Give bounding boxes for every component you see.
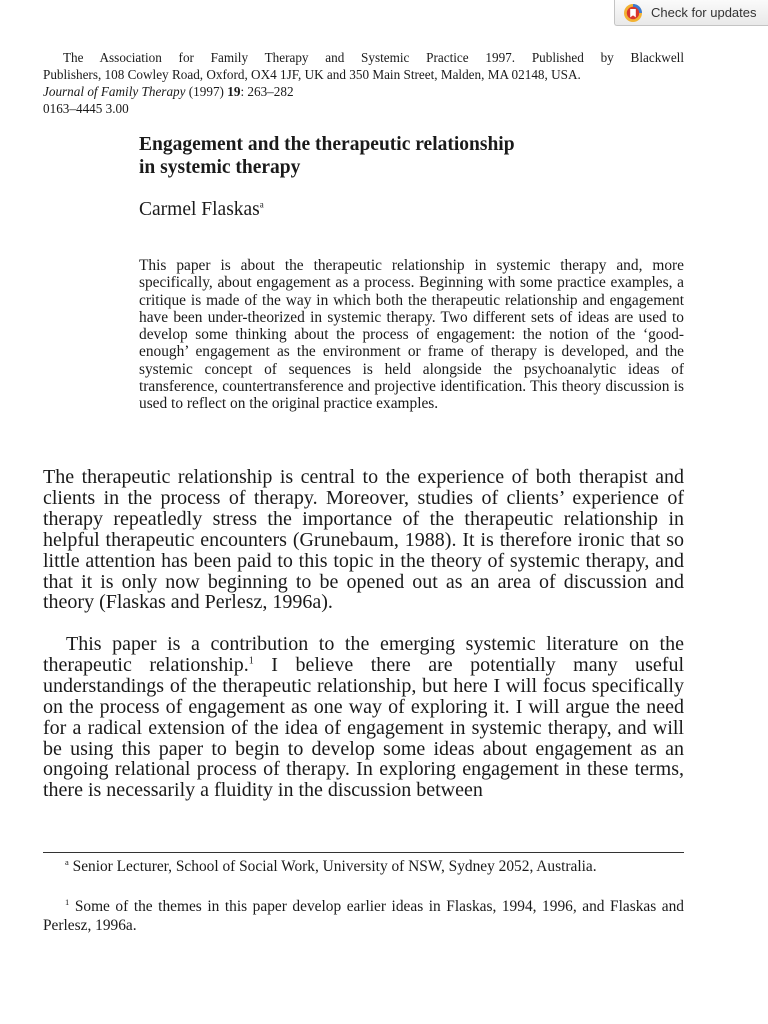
abstract: This paper is about the therapeutic relationship in systemic therapy and, more specifically, about engagement as a process. Beginning with some practice examples, a critique is made of the way in which both the therapeutic relationship and engagement have been under-theorized in systemic therapy. Two different sets of ideas are used to develop some thinking about the process of engagement: the notion of the ‘good-enough’ engagement as the environment or frame of therapy is developed, and the systemic concept of sequences is held alongside the psychoanalytic ideas of transference, countertransference and projective identification. This theory discussion is used to reflect on the original practice examples. — [139, 257, 684, 413]
footnote-1-mark: 1 — [65, 896, 70, 907]
footnote-1 — [43, 898, 684, 935]
issn-code: 0163–4445 3.00 — [43, 101, 129, 116]
journal-volume: 19 — [227, 84, 241, 99]
copyright-line: The Association for Family Therapy and Systemic Practice 1997. Published by Blackwell — [63, 50, 684, 65]
body-paragraph-2-rest: I believe there are potentially many useful understandings of the therapeutic relationship, but here I will focus specifically on the process of engagement as one way of exploring it. I will argue the need for a radical extension of the idea of engagement in systemic therapy, and will be using this paper to begin to develop some ideas about engagement as an ongoing relational process of therapy. In exploring engagement in these terms, there is necessarily a fluidity in the discussion between — [43, 653, 684, 802]
footnote-divider — [43, 852, 684, 853]
crossmark-icon — [623, 3, 643, 23]
body-paragraph-2-start: This paper is a contribution to the emerging systemic literature on the therapeutic relationship. — [43, 633, 684, 676]
title-line-2: in systemic therapy — [139, 157, 301, 178]
journal-citation — [43, 83, 684, 100]
footnote-reference-1: 1 — [248, 655, 254, 667]
article-title — [139, 133, 684, 179]
author-footnote-mark: a — [259, 199, 264, 210]
body-paragraph-1: The therapeutic relationship is central to the experience of both therapist and clients in the process of therapy. Moreover, studies of clients’ experience of therapy repeatledly stress the importance of the therapeutic relationship in helpful therapeutic encounters (Grunebaum, 1988). It is therefore ironic that so little attention has been paid to this topic in the theory of systemic therapy, and that it is only now beginning to be opened out as an area of discussion and theory (Flaskas and Perlesz, 1996a). — [43, 466, 684, 614]
journal-year: (1997) — [185, 84, 228, 99]
publisher-address: Publishers, 108 Cowley Road, Oxford, OX4 1JF, UK and 350 Main Street, Malden, MA 02148, USA. — [43, 67, 581, 82]
body-paragraph-2 — [43, 634, 684, 801]
footnote-1-text: Some of the themes in this paper develop earlier ideas in Flaskas, 1994, 1996, and Flaskas and Perlesz, 1996a. — [43, 898, 684, 934]
publication-header — [43, 49, 684, 117]
journal-name: Journal of Family Therapy — [43, 84, 186, 99]
author-name — [139, 198, 264, 222]
check-for-updates-button[interactable] — [614, 0, 768, 26]
title-line-1: Engagement and the therapeutic relationship — [139, 134, 515, 155]
footnote-a-mark: a — [65, 856, 69, 867]
check-for-updates-label: Check for updates — [651, 5, 757, 20]
footnote-a-text: Senior Lecturer, School of Social Work, University of NSW, Sydney 2052, Australia. — [68, 858, 597, 875]
author-text: Carmel Flaskas — [139, 199, 260, 220]
journal-pages: : 263–282 — [240, 84, 294, 99]
footnote-a — [43, 858, 684, 877]
